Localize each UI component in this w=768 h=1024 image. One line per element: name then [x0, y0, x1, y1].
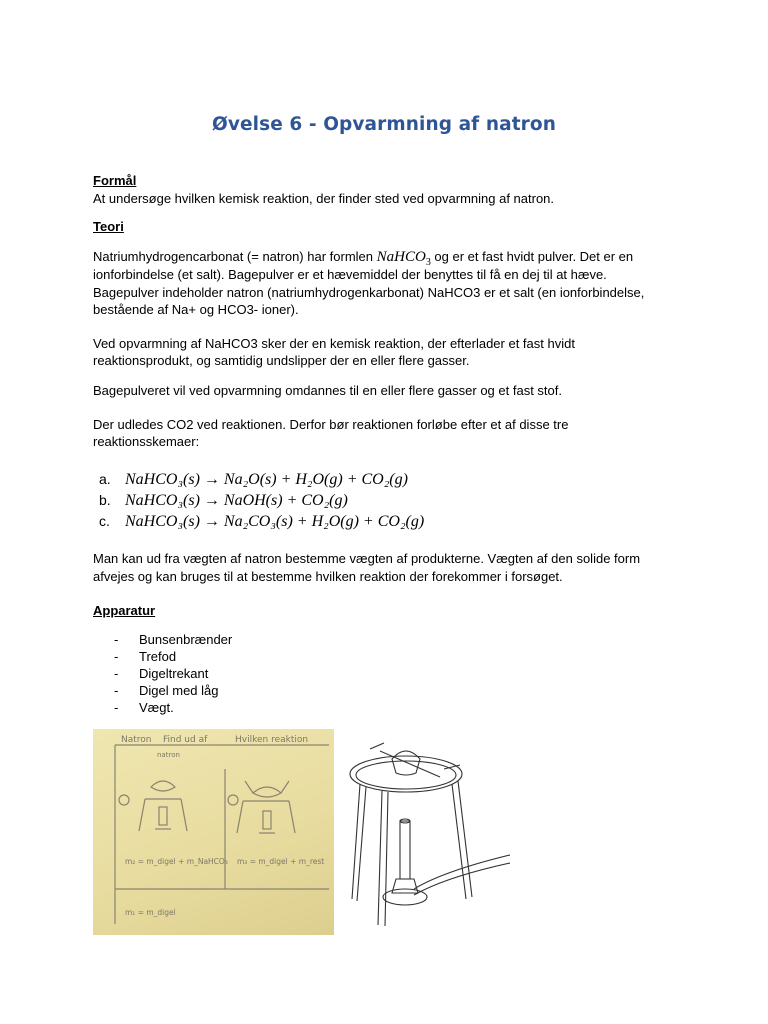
list-item	[114, 648, 176, 665]
theory-paragraph-1-line-3: Bagepulver indeholder natron (natriumhydrogenkarbonat) NaHCO3 er et salt (en ionforbindelse,	[93, 285, 645, 300]
photo-formula-right: m₃ = m_digel + m_rest	[237, 857, 325, 866]
page-title: Øvelse 6 - Opvarmning af natron	[212, 114, 556, 135]
list-item-label: Digel med låg	[139, 683, 219, 698]
weighing-line-2: afvejes og kan bruges til at bestemme hvilken reaktion der forekommer i forsøget.	[93, 569, 563, 584]
equation-formula: NaHCO₃(s) → Na₂O(s) + H₂O(g) + CO₂(g)	[125, 471, 408, 488]
photo-header-left: Natron	[121, 735, 152, 745]
inline-formula-sub: 3	[425, 257, 431, 268]
list-item	[114, 682, 219, 699]
theory-paragraph-1-line-4: bestående af Na+ og HCO3- ioner).	[93, 302, 299, 317]
equation-a	[99, 469, 408, 490]
list-bullet: -	[114, 683, 119, 698]
theory-paragraph-2-line-1: Ved opvarmning af NaHCO3 sker der en kemisk reaktion, der efterlader et fast hvidt	[93, 336, 575, 351]
list-item-label: Bunsenbrænder	[139, 632, 233, 647]
purpose-heading: Formål	[93, 173, 137, 188]
tripod-burner-illustration	[340, 729, 510, 935]
equation-label: c.	[99, 513, 110, 529]
theory-paragraph-4-line-1: Der udledes CO2 ved reaktionen. Derfor bør reaktionen forløbe efter et af disse tre	[93, 417, 569, 432]
theory-paragraph-3: Bagepulveret vil ved opvarmning omdannes til en eller flere gasser og et fast stof.	[93, 383, 562, 398]
sketch-photo	[93, 729, 334, 935]
photo-header-mid: Find ud af	[163, 735, 208, 745]
photo-formula-bottom: m₁ = m_digel	[125, 908, 176, 917]
equation-label: b.	[99, 492, 111, 508]
equation-c	[99, 511, 424, 532]
list-item	[114, 699, 174, 716]
list-item-label: Digeltrekant	[139, 666, 209, 681]
theory-p1-text-a: Natriumhydrogencarbonat (= natron) har formlen	[93, 249, 377, 264]
equation-formula: NaHCO₃(s) → NaOH(s) + CO₂(g)	[125, 492, 348, 509]
list-bullet: -	[114, 700, 119, 715]
purpose-text: At undersøge hvilken kemisk reaktion, der finder sted ved opvarmning af natron.	[93, 191, 555, 206]
inline-formula-main: NaHCO	[376, 249, 426, 265]
inline-formula	[376, 249, 431, 268]
list-item	[114, 631, 232, 648]
list-bullet: -	[114, 632, 119, 647]
weighing-line-1: Man kan ud fra vægten af natron bestemme vægten af produkterne. Vægten af den solide form	[93, 551, 641, 566]
list-bullet: -	[114, 666, 119, 681]
theory-heading: Teori	[93, 219, 124, 234]
photo-sub-label: natron	[157, 751, 180, 759]
equation-b	[99, 490, 348, 511]
list-item-label: Trefod	[139, 649, 177, 664]
list-item-label: Vægt.	[139, 700, 174, 715]
list-bullet: -	[114, 649, 119, 664]
list-item	[114, 665, 208, 682]
theory-paragraph-4-line-2: reaktionsskemaer:	[93, 434, 200, 449]
photo-header-right: Hvilken reaktion	[235, 735, 309, 745]
equation-label: a.	[99, 471, 111, 487]
photo-formula-left: m₂ = m_digel + m_NaHCO₃	[125, 857, 228, 866]
theory-p1-text-b: og er et fast hvidt pulver. Det er en	[430, 249, 634, 264]
apparatus-heading: Apparatur	[93, 603, 156, 618]
tripod-burner-drawing	[340, 729, 510, 935]
equation-formula: NaHCO₃(s) → Na₂CO₃(s) + H₂O(g) + CO₂(g)	[125, 513, 425, 530]
theory-paragraph-2-line-2: reaktionsprodukt, og samtidig undslipper der en eller flere gasser.	[93, 353, 470, 368]
theory-paragraph-1-line-2: ionforbindelse (et salt). Bagepulver er et hævemiddel der benyttes til få en dej til at hæve.	[93, 267, 607, 282]
sketch-photo-drawing	[93, 729, 334, 935]
